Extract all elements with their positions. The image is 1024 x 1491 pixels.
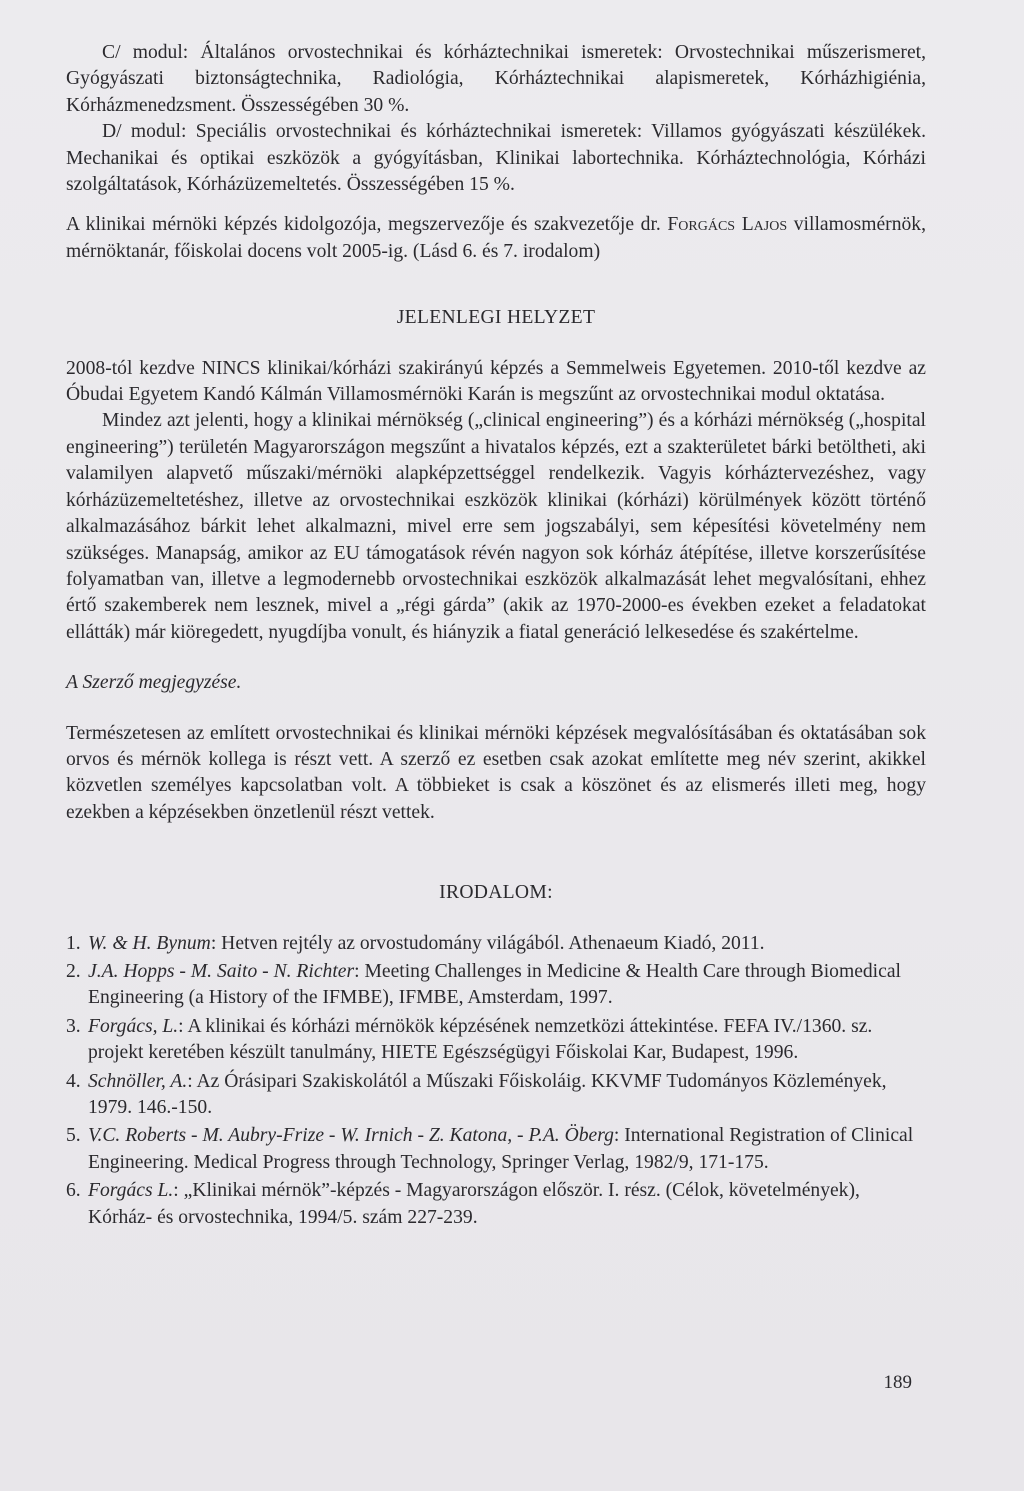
reference-text: International Registration of Clinical Engineering. Medical Progress through Technology, Springer Verlag, 1982/9, 171-175. — [88, 1125, 914, 1173]
founder-paragraph — [66, 212, 926, 265]
reference-authors: Forgács, L. — [88, 1015, 179, 1037]
author-note-paragraph: Természetesen az említett orvostechnikai és klinikai mérnöki képzések megvalósításában és oktatásában sok orvos és mérnök kollega is részt vett. A szerző ez esetben csak azokat említette meg név szerint, akikkel közvetlen személyes kapcsolatban volt. A többieket is csak a köszönet és az elismerés illeti meg, hogy ezekben a képzésekben önzetlenül részt vettek. — [66, 722, 926, 823]
reference-text: Meeting Challenges in Medicine & Health Care through Biomedical Engineering (a History of the IFMBE), IFMBE, Amsterdam, 1997. — [88, 960, 901, 1009]
reference-text: A klinikai és kórházi mérnökök képzésének nemzetközi áttekintése. FEFA IV./1360. sz. projekt keretében készült tanulmány, HIETE Egészségügyi Főiskolai Kar, Budapest, 1996. — [88, 1015, 873, 1064]
reference-authors: Schnöller, A. — [88, 1070, 188, 1092]
page-number: 189 — [883, 1372, 912, 1393]
reference-number: 3. — [66, 1015, 81, 1037]
module-d-paragraph: D/ modul: Speciális orvostechnikai és kórháztechnikai ismeretek: Villamos gyógyászati készülékek. Mechanikai és optikai eszközök a gyógyításban, Klinikai labortechnika. Kórháztechnológia, Kórházi szolgáltatások, Kórházüzemeltetés. Összességében 15 %. — [66, 121, 926, 196]
reference-text: „Klinikai mérnök”-képzés - Magyarországon először. I. rész. (Célok, követelmények), Kórház- és orvostechnika, 1994/5. szám 227-239. — [88, 1180, 860, 1228]
reference-authors: W. & H. Bynum — [88, 932, 211, 954]
reference-number: 4. — [66, 1070, 81, 1092]
founder-text-after: villamosmérnök, mérnöktanár, főiskolai docens volt 2005-ig. (Lásd 6. és 7. irodalom) — [66, 214, 926, 262]
module-c-paragraph: C/ modul: Általános orvostechnikai és kórháztechnikai ismeretek: Orvostechnikai műszerismeret, Gyógyászati biztonságtechnika, Radiológia, Kórháztechnikai alapismeretek, Kórházhigiénia, Kórházmenedzsment. Összességében 30 %. — [66, 42, 926, 116]
reference-number: 2. — [66, 960, 81, 982]
author-note-label — [66, 670, 926, 696]
reference-number: 5. — [66, 1125, 81, 1147]
reference-text: Hetven rejtély az orvostudomány világából. Athenaeum Kiadó, 2011. — [221, 932, 765, 954]
founder-text-before: A klinikai mérnöki képzés kidolgozója, megszervezője és szakvezetője dr. — [66, 214, 668, 236]
reference-item: 4. Schnöller, A.: Az Órásipari Szakiskolától a Műszaki Főiskoláig. KKVMF Tudományos Közlemények, 1979. 146.-150. — [66, 1070, 887, 1118]
reference-item: 3. Forgács, L.: A klinikai és kórházi mérnökök képzésének nemzetközi áttekintése. FEFA IV./1360. sz. projekt keretében készült tanulmány, HIETE Egészségügyi Főiskolai Kar, Budapest, 1996. — [66, 1015, 873, 1064]
reference-item: 5. V.C. Roberts - M. Aubry-Frize - W. Irnich - Z. Katona, - P.A. Öberg: International Registration of Clinical Engineering. Medical Progress through Technology, Springer Verlag, 1982/9, 171-175. — [66, 1125, 914, 1173]
reference-text: Az Órásipari Szakiskolától a Műszaki Főiskoláig. KKVMF Tudományos Közlemények, 1979. 146.-150. — [88, 1070, 887, 1118]
page-content — [66, 40, 926, 1233]
current-situation-paragraph-1: 2008-tól kezdve NINCS klinikai/kórházi szakirányú képzés a Semmelweis Egyetemen. 2010-től kezdve az Óbudai Egyetem Kandó Kálmán Villamosmérnöki Karán is megszűnt az orvostechnikai modul oktatása. — [66, 357, 926, 406]
reference-authors: J.A. Hopps - M. Saito - N. Richter — [88, 960, 355, 982]
reference-number: 1. — [66, 932, 81, 954]
reference-number: 6. — [66, 1180, 81, 1202]
heading-references: IRODALOM: — [439, 882, 553, 904]
founder-name: Forgács Lajos — [667, 214, 788, 236]
current-situation-paragraph-2: Mindez azt jelenti, hogy a klinikai mérnökség („clinical engineering”) és a kórházi mérnökség („hospital engineering”) területén Magyarországon megszűnt a hivatalos képzés, ezt a szakterületet bárki betöltheti, aki valamilyen alapvető műszaki/mérnöki alapképzettséggel rendelkezik. Vagyis kórháztervezéshez, vagy kórházüzemeltetéshez, illetve az orvostechnikai eszközök klinikai (kórházi) körülmények között történő alkalmazásához bárkit lehet alkalmazni, mivel erre sem jogszabályi, sem képesítési követelmény nem szükséges. Manapság, amikor az EU támogatások révén nagyon sok kórház átépítése, illetve korszerűsítése folyamatban van, illetve a legmodernebb orvostechnikai eszközök alkalmazását lehet megvalósítani, ehhez értő szakemberek nem lesznek, mivel a „régi gárda” (akik az 1970-2000-es években ezeket a feladatokat ellátták) már kiöregedett, nyugdíjba vonult, és hiányzik a fiatal generáció lelkesedése és szakértelme. — [66, 410, 926, 643]
reference-item: 6. Forgács L.: „Klinikai mérnök”-képzés - Magyarországon először. I. rész. (Célok, követelmények), Kórház- és orvostechnika, 1994/5. szám 227-239. — [66, 1180, 860, 1228]
heading-current-situation: JELENLEGI HELYZET — [396, 307, 596, 329]
reference-item: 2. J.A. Hopps - M. Saito - N. Richter: Meeting Challenges in Medicine & Health Care through Biomedical Engineering (a History of the IFMBE), IFMBE, Amsterdam, 1997. — [66, 960, 901, 1009]
reference-item: 1. W. & H. Bynum: Hetven rejtély az orvostudomány világából. Athenaeum Kiadó, 2011. — [66, 931, 926, 957]
reference-authors: Forgács L. — [88, 1180, 174, 1202]
author-note-label-text: A Szerző megjegyzése. — [66, 672, 242, 694]
reference-authors: V.C. Roberts - M. Aubry-Frize - W. Irnich - Z. Katona, - P.A. Öberg — [88, 1125, 614, 1147]
reference-list — [66, 931, 926, 1231]
